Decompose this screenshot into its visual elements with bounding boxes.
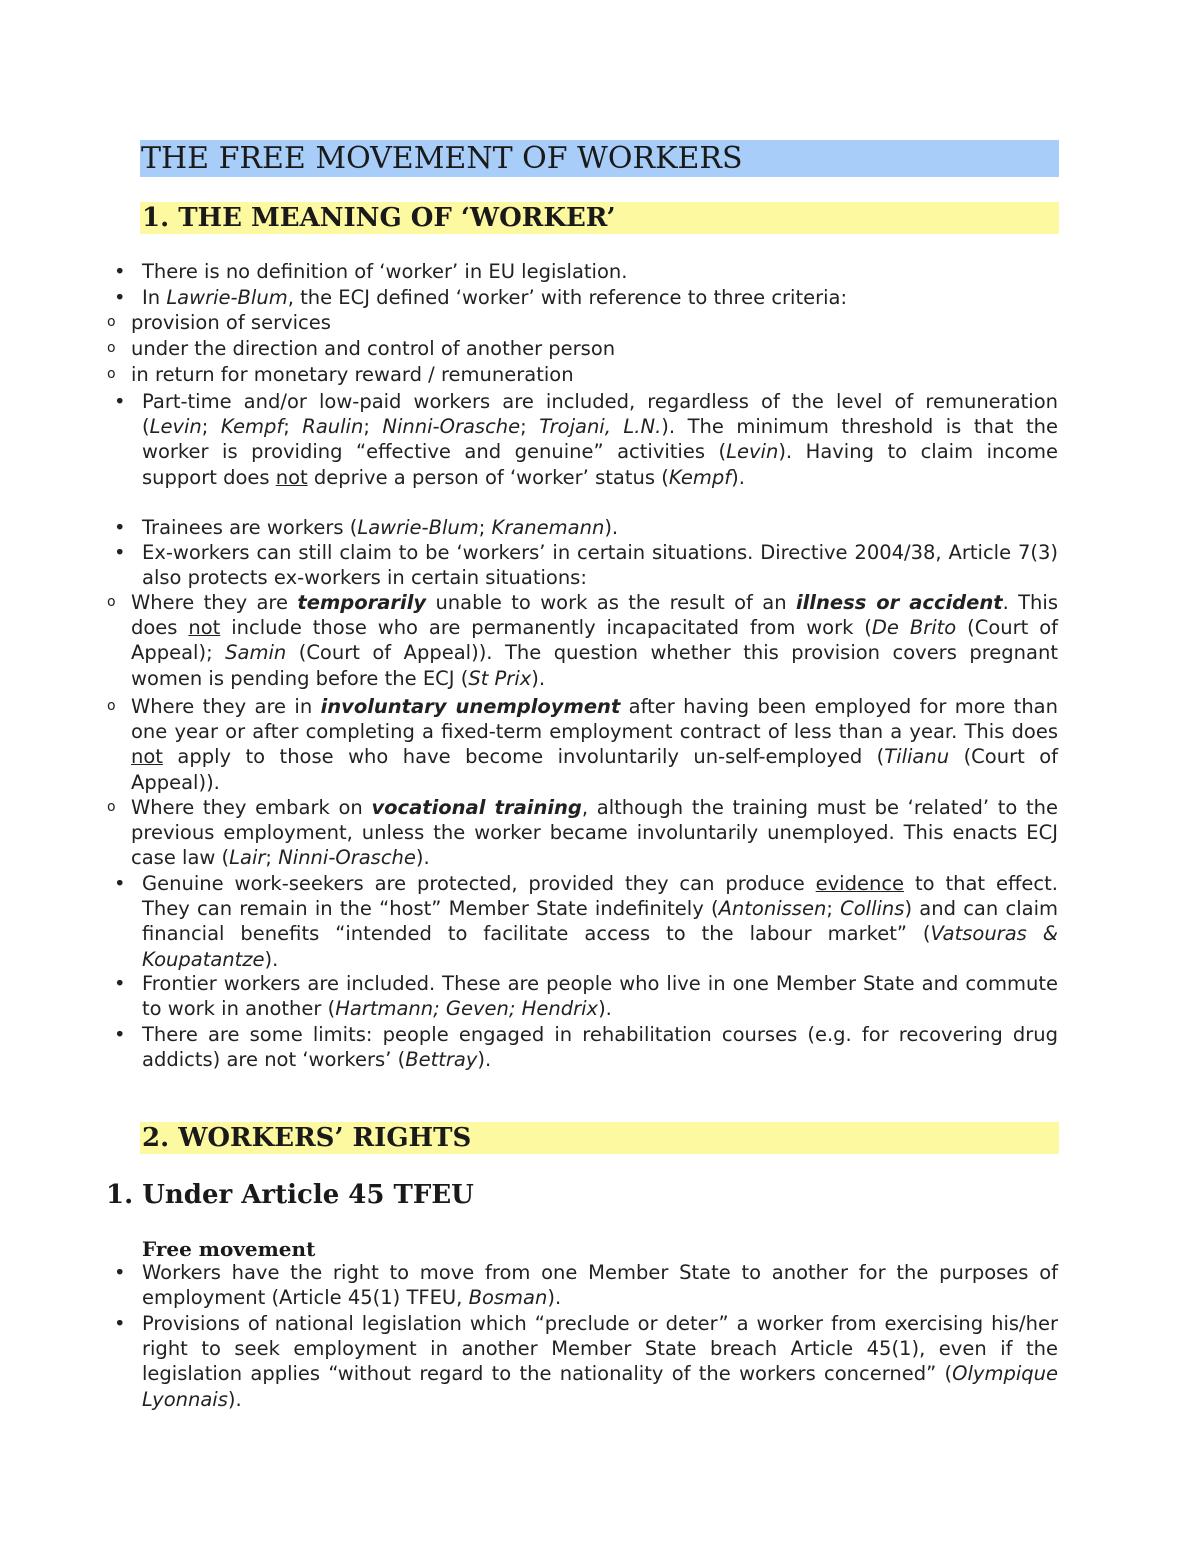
list-item: • Genuine work-seekers are protected, provided they can produce evidence to that effect. They can remain in the “host” Member State indefinitely (Antonissen; Collins) and can claim financial benefits “intended to facilitate access to the labour market” (Vatsouras & Koupatantze). bbox=[114, 872, 1058, 971]
list-item: • Ex-workers can still claim to be ‘workers’ in certain situations. Directive 2004/38, Article 7(3) also protects ex-workers in certain situations: bbox=[114, 541, 1058, 590]
circle-marker: o bbox=[107, 698, 116, 714]
list-item: • Frontier workers are included. These are people who live in one Member State and commute to work in another (Hartmann; Geven; Hendrix). bbox=[114, 972, 1058, 1021]
list-item: o in return for monetary reward / remuneration bbox=[107, 363, 574, 386]
section-heading-workers-rights: 2. WORKERS’ RIGHTS bbox=[140, 1122, 1059, 1154]
list-item: • There are some limits: people engaged in rehabilitation courses (e.g. for recovering drug addicts) are not ‘workers’ (Bettray). bbox=[114, 1023, 1058, 1072]
bullet-marker: • bbox=[114, 541, 126, 564]
section-heading-meaning-of-worker: 1. THE MEANING OF ‘WORKER’ bbox=[140, 202, 1059, 234]
list-item: • Workers have the right to move from one Member State to another for the purposes of employment (Article 45(1) TFEU, Bosman). bbox=[114, 1261, 1058, 1310]
list-item: • Part-time and/or low-paid workers are included, regardless of the level of remuneration (Levin; Kempf; Raulin; Ninni-Orasche; Trojani, L.N.). The minimum threshold is that the worker is providing “effective and genuine” activities (Levin). Having to claim income support does not deprive a person of ‘worker’ status (Kempf). bbox=[114, 390, 1059, 489]
subsection-heading-article-45: 1. Under Article 45 TFEU bbox=[106, 1180, 474, 1210]
bullet-marker: • bbox=[114, 390, 126, 413]
bullet-marker: • bbox=[114, 516, 126, 539]
circle-marker: o bbox=[107, 799, 116, 815]
bullet-marker: • bbox=[114, 286, 126, 309]
list-item: • Trainees are workers (Lawrie-Blum; Kranemann). bbox=[114, 516, 619, 539]
bullet-marker: • bbox=[114, 972, 126, 995]
circle-marker: o bbox=[107, 314, 116, 330]
document-title: THE FREE MOVEMENT OF WORKERS bbox=[140, 140, 1059, 177]
bullet-marker: • bbox=[114, 1023, 126, 1046]
list-item: • In Lawrie-Blum, the ECJ defined ‘worker’ with reference to three criteria: bbox=[114, 286, 848, 309]
list-item: o provision of services bbox=[107, 311, 331, 334]
case-name: Lawrie-Blum bbox=[166, 286, 288, 309]
list-item: o Where they are temporarily unable to work as the result of an illness or accident. This does not include those who are permanently incapacitated from work (De Brito (Court of Appeal); Samin (Court of Appeal)). The question whether this provision covers pregnant women is pending before the ECJ (St Prix). bbox=[107, 591, 1058, 690]
circle-marker: o bbox=[107, 340, 116, 356]
list-item: o Where they embark on vocational training, although the training must be ‘related’ to the previous employment, unless the worker became involuntarily unemployed. This enacts ECJ case law (Lair; Ninni-Orasche). bbox=[107, 796, 1058, 870]
bullet-marker: • bbox=[114, 260, 126, 283]
list-item: o under the direction and control of another person bbox=[107, 337, 616, 360]
list-item: o Where they are in involuntary unemployment after having been employed for more than one year or after completing a fixed-term employment contract of less than a year. This does not apply to those who have become involuntarily un-self-employed (Tilianu (Court of Appeal)). bbox=[107, 695, 1058, 794]
circle-marker: o bbox=[107, 594, 116, 610]
bullet-marker: • bbox=[114, 872, 126, 895]
circle-marker: o bbox=[107, 366, 116, 382]
list-item: • There is no definition of ‘worker’ in EU legislation. bbox=[114, 260, 628, 283]
list-item: • Provisions of national legislation which “preclude or deter” a worker from exercising his/her right to seek employment in another Member State breach Article 45(1), even if the legislation applies “without regard to the nationality of the workers concerned” (Olympique Lyonnais). bbox=[114, 1312, 1058, 1411]
subsection-label-free-movement: Free movement bbox=[142, 1237, 316, 1261]
bullet-marker: • bbox=[114, 1312, 126, 1335]
bullet-marker: • bbox=[114, 1261, 126, 1284]
